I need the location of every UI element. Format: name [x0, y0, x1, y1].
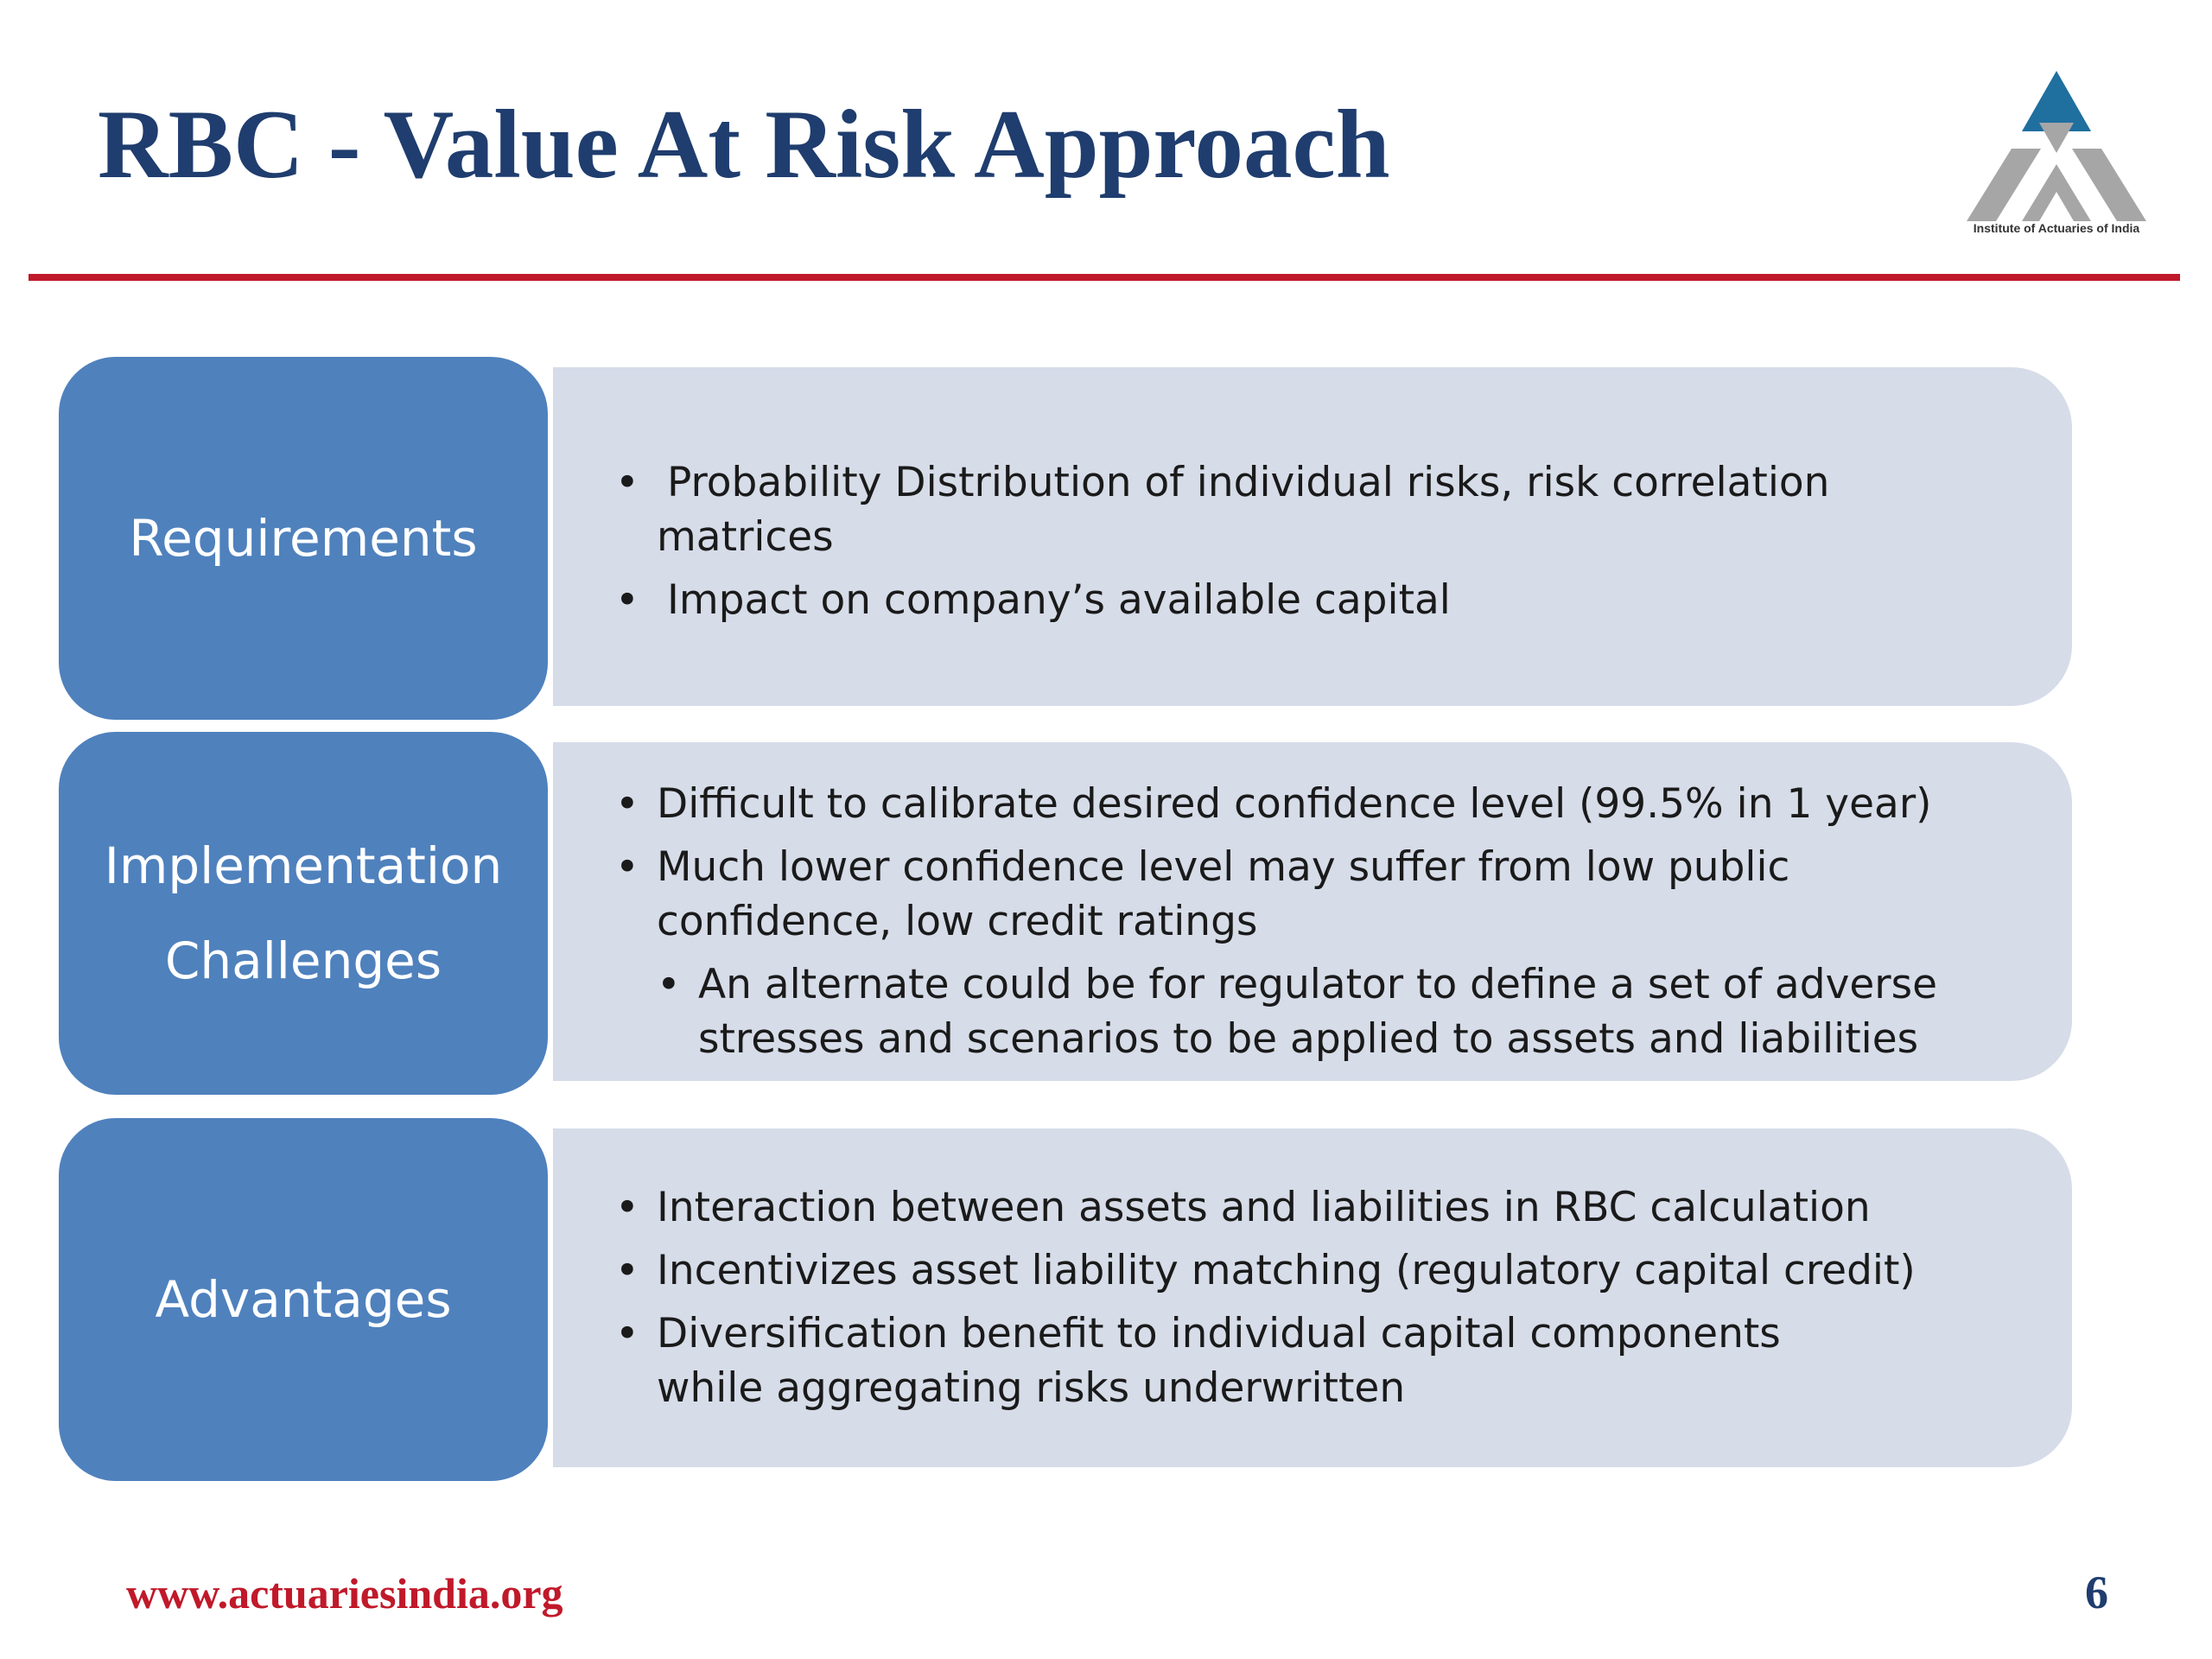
- triangle-logo-icon: [1961, 71, 2152, 221]
- requirements-label-box: [59, 357, 548, 720]
- section-label: Requirements: [129, 509, 478, 568]
- section-label-line-1: Implementation: [104, 836, 503, 895]
- logo-caption: Institute of Actuaries of India: [1973, 221, 2140, 235]
- requirements-bullet-list: [615, 455, 1868, 636]
- bullet-item: • Much lower confidence level may suffer from low public confidence, low credit ratings: [615, 840, 1823, 949]
- advantages-content-box: [553, 1128, 2072, 1467]
- bullet-item: • Impact on company’s available capital: [615, 573, 1868, 627]
- institute-logo: [1946, 67, 2167, 240]
- challenges-bullet-list: [615, 777, 1963, 1075]
- bullet-item: • Incentivizes asset liability matching (regulatory capital credit): [615, 1243, 1963, 1298]
- challenges-label-box: [59, 732, 548, 1095]
- section-label-line-2: Challenges: [164, 931, 442, 990]
- challenges-content-box: [553, 742, 2072, 1081]
- bullet-item: • Probability Distribution of individual risks, risk correlation matrices: [615, 455, 1868, 564]
- advantages-label-box: [59, 1118, 548, 1481]
- slide-title: RBC - Value At Risk Approach: [98, 91, 1390, 199]
- title-divider: [29, 274, 2180, 281]
- section-label: Advantages: [155, 1270, 452, 1329]
- bullet-item: • Interaction between assets and liabilities in RBC calculation: [615, 1180, 1963, 1235]
- page-number: 6: [2085, 1567, 2108, 1618]
- bullet-item: • Diversification benefit to individual capital components while aggregating risks underwritten: [615, 1306, 1884, 1415]
- requirements-content-box: [553, 367, 2072, 706]
- advantages-bullet-list: [615, 1180, 1963, 1424]
- footer-website-link[interactable]: www.actuariesindia.org: [126, 1569, 563, 1618]
- bullet-item: • Difficult to calibrate desired confidence level (99.5% in 1 year): [615, 777, 1963, 831]
- section-label: [70, 818, 537, 1008]
- sub-bullet-item: • An alternate could be for regulator to define a set of adverse stresses and scenarios to be applied to assets and liabilities: [657, 957, 1963, 1066]
